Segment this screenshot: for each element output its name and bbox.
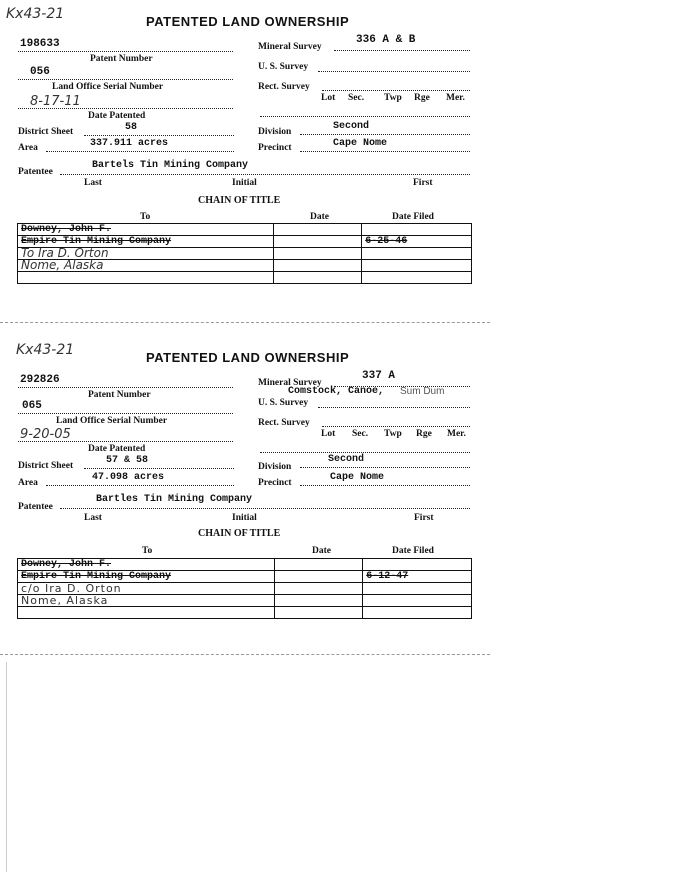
name-initial-label: Initial — [232, 513, 257, 523]
district-sheet-value: 58 — [125, 122, 138, 133]
name-last-label: Last — [84, 513, 102, 523]
chain-to-cell: Downey, John F. — [18, 559, 275, 571]
patent-number-label: Patent Number — [90, 54, 153, 64]
table-row — [18, 260, 472, 272]
chain-date-cell — [275, 607, 363, 619]
col-date-filed: Date Filed — [392, 212, 434, 222]
mineral-survey-value: 336 A & B — [356, 34, 416, 46]
file-number: Kx43-21 — [6, 6, 65, 22]
chain-date-cell — [274, 248, 362, 260]
chain-filed-cell — [362, 260, 472, 272]
date-patented-label: Date Patented — [88, 111, 146, 121]
serial-label: Land Office Serial Number — [56, 416, 168, 426]
date-patented-value: 8-17-11 — [30, 94, 81, 109]
card-title: PATENTED LAND OWNERSHIP — [146, 14, 350, 29]
rect-col-mer: Mer. — [447, 429, 466, 439]
chain-date-cell — [275, 583, 363, 595]
chain-to-cell: Empire Tin Mining Company — [18, 236, 274, 248]
col-date: Date — [312, 546, 331, 556]
chain-filed-cell: 6-25-46 — [362, 236, 472, 248]
rect-survey-label: Rect. Survey — [258, 82, 310, 92]
chain-filed-cell — [363, 559, 472, 571]
claims-extra: Sum Dum — [400, 386, 445, 397]
mineral-survey-label: Mineral Survey — [258, 42, 322, 52]
mineral-survey-value: 337 A — [362, 370, 396, 382]
table-row — [18, 595, 472, 607]
serial-label: Land Office Serial Number — [52, 82, 164, 92]
table-row — [18, 272, 472, 284]
name-first-label: First — [414, 513, 434, 523]
chain-to-cell: c/o Ira D. Orton — [18, 583, 275, 595]
date-patented-value: 9-20-05 — [20, 427, 71, 442]
patentee-value: Bartels Tin Mining Company — [92, 160, 249, 171]
chain-title: CHAIN OF TITLE — [198, 195, 281, 206]
division-label: Division — [258, 127, 292, 137]
chain-to-cell: Nome, Alaska — [18, 260, 274, 272]
district-sheet-value: 57 & 58 — [106, 455, 149, 466]
chain-filed-cell — [363, 583, 472, 595]
chain-to-cell: Empire Tin Mining Company — [18, 571, 275, 583]
precinct-label: Precinct — [258, 478, 292, 488]
col-to: To — [142, 546, 153, 556]
table-row — [18, 224, 472, 236]
rect-survey-label: Rect. Survey — [258, 418, 310, 428]
rect-col-sec: Sec. — [352, 429, 369, 439]
col-date: Date — [310, 212, 329, 222]
name-first-label: First — [413, 178, 433, 188]
ownership-card-2 — [0, 336, 490, 656]
card-title: PATENTED LAND OWNERSHIP — [146, 350, 350, 365]
rect-col-lot: Lot — [321, 429, 336, 439]
division-label: Division — [258, 462, 292, 472]
chain-filed-cell — [363, 607, 472, 619]
chain-filed-cell — [362, 224, 472, 236]
chain-date-cell — [274, 272, 362, 284]
precinct-label: Precinct — [258, 143, 292, 153]
chain-date-cell — [275, 559, 363, 571]
division-value: Second — [333, 121, 370, 132]
chain-date-cell — [274, 236, 362, 248]
patent-number-value: 198633 — [20, 38, 60, 50]
col-to: To — [140, 212, 151, 222]
precinct-value: Cape Nome — [330, 472, 385, 483]
rect-col-sec: Sec. — [348, 93, 365, 103]
chain-of-title-table — [17, 223, 472, 284]
chain-to-cell — [18, 607, 275, 619]
district-sheet-label: District Sheet — [18, 461, 74, 471]
serial-value: 056 — [30, 66, 50, 78]
table-row — [18, 583, 472, 595]
file-number: Kx43-21 — [16, 342, 75, 358]
chain-of-title-table — [17, 558, 472, 619]
chain-to-cell — [18, 272, 274, 284]
chain-date-cell — [275, 595, 363, 607]
rect-col-rge: Rge — [414, 93, 430, 103]
precinct-value: Cape Nome — [333, 138, 388, 149]
patentee-label: Patentee — [18, 167, 53, 177]
area-label: Area — [18, 478, 38, 488]
area-value: 47.098 acres — [92, 472, 165, 483]
us-survey-label: U. S. Survey — [258, 62, 309, 72]
rect-col-twp: Twp — [384, 93, 402, 103]
chain-to-cell: To Ira D. Orton — [18, 248, 274, 260]
chain-to-cell: Nome, Alaska — [18, 595, 275, 607]
patentee-value: Bartles Tin Mining Company — [96, 494, 253, 505]
date-patented-label: Date Patented — [88, 444, 146, 454]
serial-value: 065 — [22, 400, 42, 412]
chain-filed-cell — [362, 272, 472, 284]
page-edge — [6, 662, 7, 872]
area-label: Area — [18, 143, 38, 153]
mineral-survey-label: Mineral Survey — [258, 378, 322, 388]
rect-col-lot: Lot — [321, 93, 336, 103]
area-value: 337.911 acres — [90, 138, 169, 149]
col-date-filed: Date Filed — [392, 546, 434, 556]
chain-filed-cell — [363, 595, 472, 607]
claims-value: Comstock, Canoe, — [288, 386, 385, 397]
rect-col-twp: Twp — [384, 429, 402, 439]
chain-date-cell — [274, 224, 362, 236]
division-value: Second — [328, 454, 365, 465]
rect-col-mer: Mer. — [446, 93, 465, 103]
table-row — [18, 571, 472, 583]
name-initial-label: Initial — [232, 178, 257, 188]
chain-filed-cell: 6-12-47 — [363, 571, 472, 583]
table-row — [18, 559, 472, 571]
rect-col-rge: Rge — [416, 429, 432, 439]
chain-date-cell — [274, 260, 362, 272]
us-survey-label: U. S. Survey — [258, 398, 309, 408]
chain-to-cell: Downey, John F. — [18, 224, 274, 236]
chain-filed-cell — [362, 248, 472, 260]
table-row — [18, 607, 472, 619]
chain-date-cell — [275, 571, 363, 583]
patent-number-value: 292826 — [20, 374, 60, 386]
patent-number-label: Patent Number — [88, 390, 151, 400]
name-last-label: Last — [84, 178, 102, 188]
ownership-card-1 — [0, 0, 490, 330]
chain-title: CHAIN OF TITLE — [198, 528, 281, 539]
district-sheet-label: District Sheet — [18, 127, 74, 137]
patentee-label: Patentee — [18, 502, 53, 512]
